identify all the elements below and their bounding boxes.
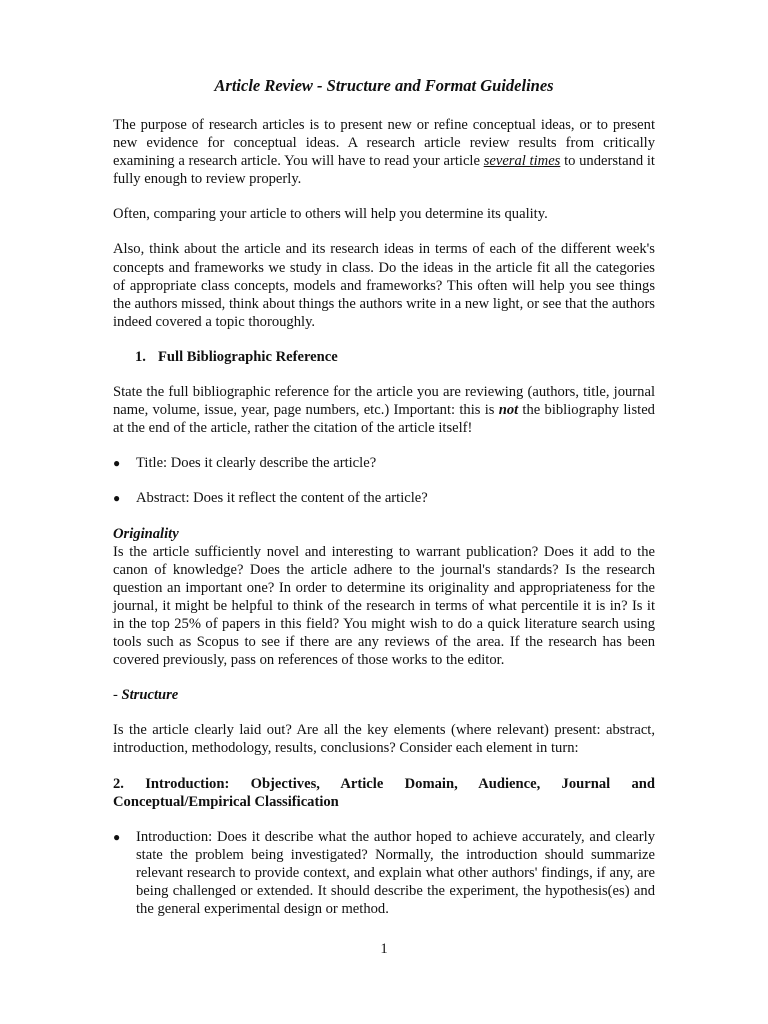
bullet-icon: ● [113, 829, 121, 844]
structure-heading [113, 686, 655, 704]
section-1-number: 1. [135, 348, 146, 365]
document-body [113, 76, 655, 918]
intro-paragraph-1 [113, 116, 655, 188]
intro-paragraph-3: Also, think about the article and its research ideas in terms of each of the different week's concepts and frameworks we study in class. Do the ideas in the article fit all the categories of appropriate class concepts, models and frameworks? This often will help you see things the authors missed, think about things the authors write in a new light, or see that the authors indeed covered a topic thoroughly. [113, 241, 655, 330]
section-1-emphasis: not [498, 402, 519, 419]
structure-prefix: - [113, 687, 122, 704]
bullet-icon: ● [113, 491, 121, 506]
intro-p1-text-b: to understand it fully enough to review properly. [113, 153, 655, 188]
section-1-text-b: the bibliography listed at the end of the article, rather the citation of the article itself! [113, 402, 655, 437]
section-1-paragraph [113, 383, 655, 437]
originality-heading: Originality [113, 525, 179, 542]
structure-title: Structure [121, 687, 179, 704]
document-title: Article Review - Structure and Format Guidelines [214, 76, 554, 95]
list-item-text: Introduction: Does it describe what the author hoped to achieve accurately, and clearly state the problem being investigated? Normally, the introduction should summarize relevant research to provide context, and explain what other authors' findings, if any, are being challenged or extended. It should describe the experiment, the hypothesis(es) and the general experimental design or method. [136, 828, 655, 918]
section-1-title: Full Bibliographic Reference [158, 348, 338, 365]
intro-p1-emphasis: several times [483, 153, 561, 170]
list-item-text: Title: Does it clearly describe the article? [136, 455, 377, 472]
page-number: 1 [380, 941, 388, 957]
intro-p1-text-a: The purpose of research articles is to present new or refine conceptual ideas, or to present new evidence for conceptual ideas. A research article review results from critically examining a research article. You will have to read your article [113, 117, 655, 170]
intro-paragraph-2: Often, comparing your article to others will help you determine its quality. [113, 206, 548, 223]
section-2-heading: 2. Introduction: Objectives, Article Domain, Audience, Journal and Conceptual/Empirical Classification [113, 775, 655, 810]
section-1-heading [113, 348, 655, 366]
list-item-text: Abstract: Does it reflect the content of the article? [136, 490, 428, 507]
list-item-abstract [113, 489, 655, 507]
originality-text: Is the article sufficiently novel and interesting to warrant publication? Does it add to the canon of knowledge? Does the article adhere to the journal's standards? Is the research question an important one? In order to determine its originality and appropriateness for the journal, it might be helpful to think of the research in terms of what percentile it is in? Is it in the top 25% of papers in this field? You might wish to do a quick literature search using tools such as Scopus to see if there are any reviews of the area. If the research has been covered previously, pass on references of those works to the editor. [113, 543, 655, 669]
section-1-text-a: State the full bibliographic reference for the article you are reviewing (authors, title, journal name, volume, issue, year, page numbers, etc.) Important: this is [113, 384, 655, 419]
list-item-title [113, 454, 655, 472]
originality-block [113, 525, 655, 670]
bullet-icon: ● [113, 456, 121, 471]
structure-paragraph: Is the article clearly laid out? Are all the key elements (where relevant) present: abstract, introduction, methodology, results, conclusions? Consider each element in turn: [113, 722, 655, 757]
list-item-introduction [113, 828, 655, 918]
